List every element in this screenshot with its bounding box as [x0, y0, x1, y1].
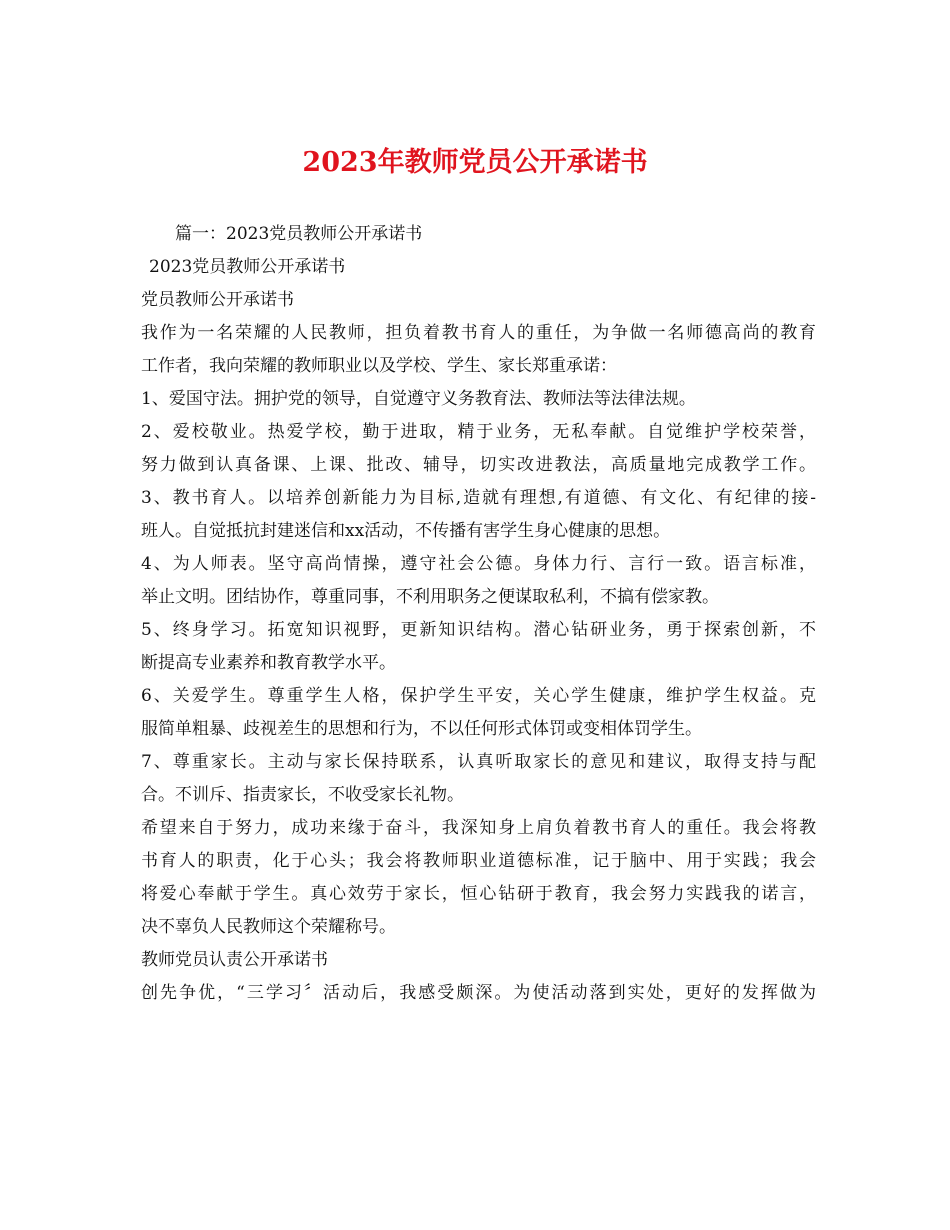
- paragraph-line: 将爱心奉献于学生。真心效劳于家长，恒心钻研于教育，我会努力实践我的诺言，: [141, 884, 816, 904]
- paragraph-line: 班人。自觉抵抗封建迷信和xx活动，不传播有害学生身心健康的思想。: [141, 521, 671, 541]
- paragraph-line: 4、为人师表。坚守高尚情操，遵守社会公德。身体力行、言行一致。语言标准，: [141, 554, 816, 574]
- paragraph-line: 创先争优，“三学习〞活动后，我感受颇深。为使活动落到实处，更好的发挥做为: [141, 983, 816, 1003]
- paragraph-line: 断提高专业素养和教育教学水平。: [141, 653, 396, 673]
- paragraph-line: 举止文明。团结协作，尊重同事，不利用职务之便谋取私利，不搞有偿家教。: [141, 587, 719, 607]
- subheading: 教师党员认责公开承诺书: [141, 950, 328, 970]
- paragraph-line: 服简单粗暴、歧视差生的思想和行为，不以任何形式体罚或变相体罚学生。: [141, 719, 702, 739]
- paragraph-line: 希望来自于努力，成功来缘于奋斗，我深知身上肩负着教书育人的重任。我会将教: [141, 818, 816, 838]
- paragraph-line: 决不辜负人民教师这个荣耀称号。: [141, 917, 396, 937]
- section-heading: 篇一：2023党员教师公开承诺书: [175, 224, 423, 244]
- document-title: 2023年教师党员公开承诺书: [302, 147, 648, 178]
- subheading: 党员教师公开承诺书: [141, 290, 294, 310]
- paragraph-line: 努力做到认真备课、上课、批改、辅导，切实改进教法，高质量地完成教学工作。: [141, 455, 816, 475]
- paragraph-line: 3、教书育人。以培养创新能力为目标,造就有理想,有道德、有文化、有纪律的接-: [141, 488, 816, 508]
- paragraph-line: 合。不训斥、指责家长，不收受家长礼物。: [141, 785, 464, 805]
- paragraph-line: 2、爱校敬业。热爱学校，勤于进取，精于业务，无私奉献。自觉维护学校荣誉，: [141, 422, 816, 442]
- paragraph-line: 7、尊重家长。主动与家长保持联系，认真听取家长的意见和建议，取得支持与配: [141, 752, 816, 772]
- paragraph-line: 5、终身学习。拓宽知识视野，更新知识结构。潜心钻研业务，勇于探索创新，不: [141, 620, 816, 640]
- document-body: [141, 218, 816, 1010]
- paragraph-line: 工作者，我向荣耀的教师职业以及学校、学生、家长郑重承诺：: [141, 356, 617, 376]
- paragraph-line: 我作为一名荣耀的人民教师，担负着教书育人的重任，为争做一名师德高尚的教育: [141, 323, 816, 343]
- paragraph-line: 书育人的职责，化于心头；我会将教师职业道德标准，记于脑中、用于实践；我会: [141, 851, 816, 871]
- subtitle: 2023党员教师公开承诺书: [149, 257, 346, 277]
- paragraph-line: 6、关爱学生。尊重学生人格，保护学生平安，关心学生健康，维护学生权益。克: [141, 686, 816, 706]
- paragraph-line: 1、爱国守法。拥护党的领导，自觉遵守义务教育法、教师法等法律法规。: [141, 389, 696, 409]
